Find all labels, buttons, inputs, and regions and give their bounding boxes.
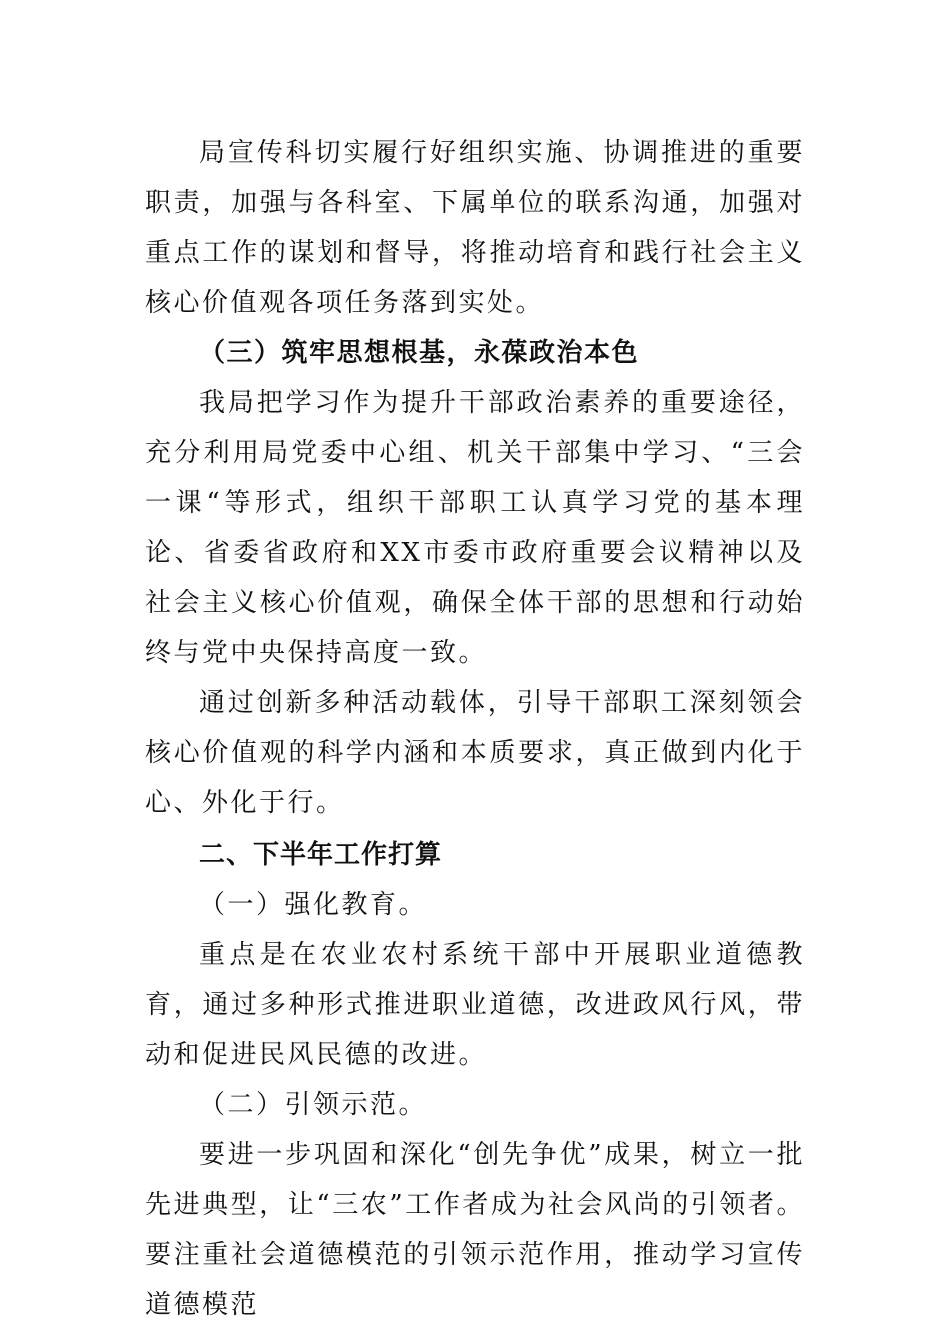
paragraph-activity-carriers: 通过创新多种活动载体，引导干部职工深刻领会核心价值观的科学内涵和本质要求，真正做到内化于心、外化于行。 (145, 688, 805, 818)
paragraph-study-approach: 我局把学习作为提升干部政治素养的重要途径，充分利用局党委中心组、机关干部集中学习、“三会一课“等形式，组织干部职工认真学习党的基本理论、省委省政府和XX市委市政府重要会议精神以及社会主义核心价值观，确保全体干部的思想和行动始终与党中央保持高度一致。 (145, 388, 805, 668)
subheading-strengthen-education: （一）强化教育。 (199, 890, 428, 920)
heading-strengthen-ideology: （三）筑牢思想根基，永葆政治本色 (199, 338, 640, 368)
subheading-lead-by-example: （二）引领示范。 (199, 1090, 428, 1120)
paragraph-ethics-education: 重点是在农业农村系统干部中开展职业道德教育，通过多种形式推进职业道德，改进政风行风，带动和促进民风民德的改进。 (145, 940, 805, 1070)
document-body (145, 128, 805, 1330)
section-heading-second-half-plan: 二、下半年工作打算 (199, 840, 443, 870)
paragraph-publicity-duties: 局宣传科切实履行好组织实施、协调推进的重要职责，加强与各科室、下属单位的联系沟通，加强对重点工作的谋划和督导，将推动培育和践行社会主义核心价值观各项任务落到实处。 (145, 138, 805, 318)
paragraph-role-models: 要进一步巩固和深化“创先争优”成果，树立一批先进典型，让“三农”工作者成为社会风尚的引领者。要注重社会道德模范的引领示范作用，推动学习宣传道德模范 (145, 1140, 805, 1320)
